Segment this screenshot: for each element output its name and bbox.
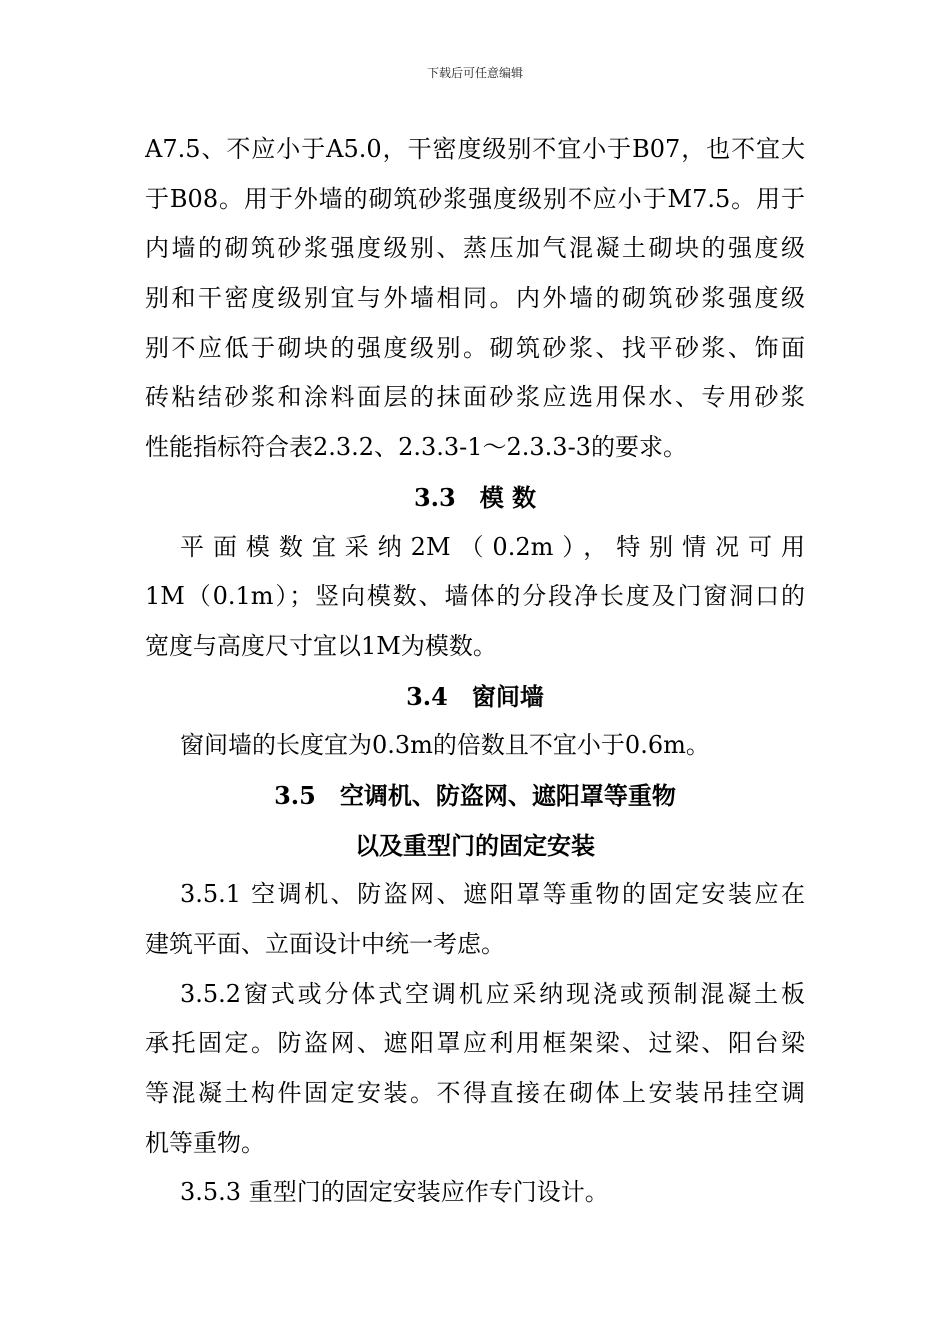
text-line: 3.5.3 重型门的固定安装应作专门设计。 [180,1178,609,1207]
text-line: 砖粘结砂浆和涂料面层的抹面砂浆应选用保水、专用砂浆 [145,383,805,412]
section-heading: 3.3 模 数 [413,482,537,512]
section-heading: 3.4 窗间墙 [406,681,544,711]
text-line: 1M（0.1m）；竖向模数、墙体的分段净长度及门窗洞口的 [145,582,805,611]
page-header: 下载后可任意编辑 [426,66,523,80]
text-line: 于B08。用于外墙的砌筑砂浆强度级别不应小于M7.5。用于 [145,184,805,213]
text-line: 性能指标符合表2.3.2、2.3.3-1～2.3.3-3的要求。 [145,433,687,462]
text-line: 平面模数宜采纳2M（0.2m），特别情况可用 [180,532,805,561]
text-line: A7.5、不应小于A5.0，干密度级别不宜小于B07，也不宜大 [145,135,805,163]
text-line: 内墙的砌筑砂浆强度级别、蒸压加气混凝土砌块的强度级 [145,234,805,263]
text-line: 机等重物。 [145,1128,265,1157]
section-heading: 以及重型门的固定安装 [355,830,595,860]
text-line: 窗间墙的长度宜为0.3m的倍数且不宜小于0.6m。 [180,731,710,760]
text-line: 宽度与高度尺寸宜以1M为模数。 [145,631,497,660]
text-line: 建筑平面、立面设计中统一考虑。 [145,930,505,958]
text-line: 3.5.1 空调机、防盗网、遮阳罩等重物的固定安装应在 [180,880,805,909]
section-heading: 3.5 空调机、防盗网、遮阳罩等重物 [274,780,676,810]
text-line: 3.5.2窗式或分体式空调机应采纳现浇或预制混凝土板 [180,979,805,1008]
text-line: 别不应低于砌块的强度级别。砌筑砂浆、找平砂浆、饰面 [145,333,805,362]
document-body [145,125,805,1218]
text-line: 别和干密度级别宜与外墙相同。内外墙的砌筑砂浆强度级 [145,284,805,313]
text-line: 等混凝土构件固定安装。不得直接在砌体上安装吊挂空调 [145,1079,805,1108]
text-line: 承托固定。防盗网、遮阳罩应利用框架梁、过梁、阳台梁 [145,1029,805,1058]
